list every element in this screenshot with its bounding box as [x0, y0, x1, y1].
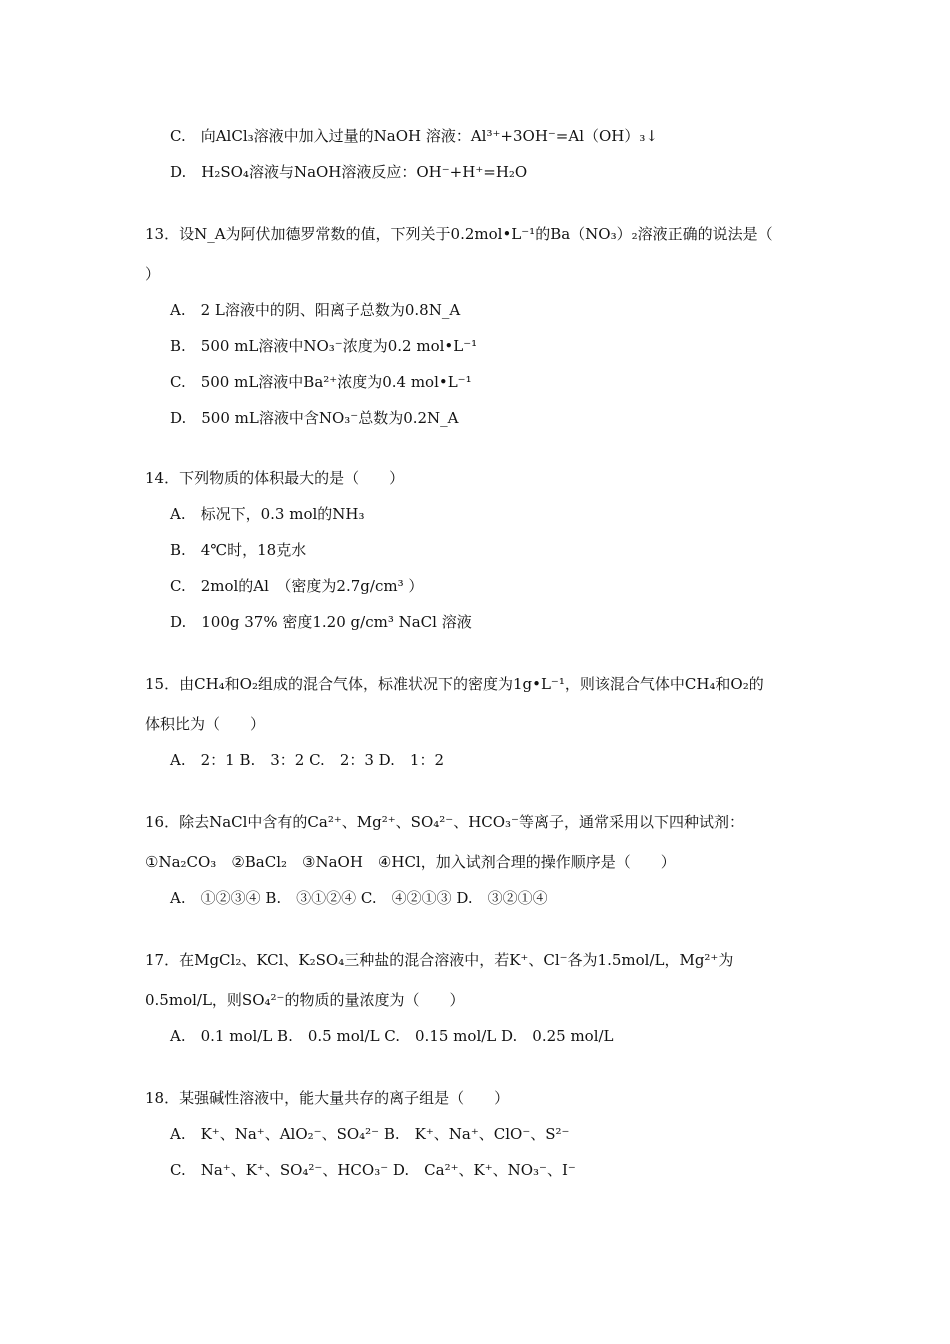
q13-stem-cont: ） — [145, 265, 161, 283]
q17-stem: 17．在MgCl₂、KCl、K₂SO₄三种盐的混合溶液中，若K⁺、Cl⁻各为1.5mol/L，Mg²⁺为 — [145, 951, 734, 969]
q12-option-d: D. H₂SO₄溶液与NaOH溶液反应：OH⁻+H⁺=H₂O — [170, 163, 528, 181]
q14-option-d: D. 100g 37% 密度1.20 g/cm³ NaCl 溶液 — [170, 613, 472, 631]
q18-options-cd: C. Na⁺、K⁺、SO₄²⁻、HCO₃⁻ D. Ca²⁺、K⁺、NO₃⁻、I⁻ — [170, 1161, 576, 1179]
q13-option-c: C. 500 mL溶液中Ba²⁺浓度为0.4 mol•L⁻¹ — [170, 373, 472, 391]
q13-option-b: B. 500 mL溶液中NO₃⁻浓度为0.2 mol•L⁻¹ — [170, 337, 478, 355]
q14-option-a: A. 标况下，0.3 mol的NH₃ — [170, 505, 365, 523]
q14-stem: 14．下列物质的体积最大的是（ ） — [145, 469, 405, 487]
q15-options: A. 2：1 B. 3：2 C. 2：3 D. 1：2 — [170, 751, 445, 769]
q16-stem-cont: ①Na₂CO₃ ②BaCl₂ ③NaOH ④HCl，加入试剂合理的操作顺序是（ ） — [145, 853, 676, 871]
q15-stem-cont: 体积比为（ ） — [145, 715, 266, 733]
q13-option-a: A. 2 L溶液中的阴、阳离子总数为0.8N_A — [170, 301, 461, 319]
q16-options: A. ①②③④ B. ③①②④ C. ④②①③ D. ③②①④ — [170, 889, 548, 907]
q14-option-c: C. 2mol的Al （密度为2.7g/cm³ ） — [170, 577, 424, 595]
q15-stem: 15．由CH₄和O₂组成的混合气体，标准状况下的密度为1g•L⁻¹，则该混合气体中CH₄和O₂的 — [145, 675, 764, 693]
q16-stem: 16．除去NaCl中含有的Ca²⁺、Mg²⁺、SO₄²⁻、HCO₃⁻等离子，通常采用以下四种试剂： — [145, 813, 744, 831]
q14-option-b: B. 4℃时，18克水 — [170, 541, 307, 559]
q13-option-d: D. 500 mL溶液中含NO₃⁻总数为0.2N_A — [170, 409, 459, 427]
q12-option-c: C. 向AlCl₃溶液中加入过量的NaOH 溶液：Al³⁺+3OH⁻=Al（OH）₃↓ — [170, 127, 658, 145]
q18-stem: 18．某强碱性溶液中，能大量共存的离子组是（ ） — [145, 1089, 510, 1107]
q13-stem: 13．设N_A为阿伏加德罗常数的值，下列关于0.2mol•L⁻¹的Ba（NO₃）₂溶液正确的说法是（ — [145, 225, 773, 243]
q17-options: A. 0.1 mol/L B. 0.5 mol/L C. 0.15 mol/L D. 0.25 mol/L — [170, 1027, 614, 1045]
q17-stem-cont: 0.5mol/L，则SO₄²⁻的物质的量浓度为（ ） — [145, 991, 465, 1009]
q18-options-ab: A. K⁺、Na⁺、AlO₂⁻、SO₄²⁻ B. K⁺、Na⁺、ClO⁻、S²⁻ — [170, 1125, 570, 1143]
